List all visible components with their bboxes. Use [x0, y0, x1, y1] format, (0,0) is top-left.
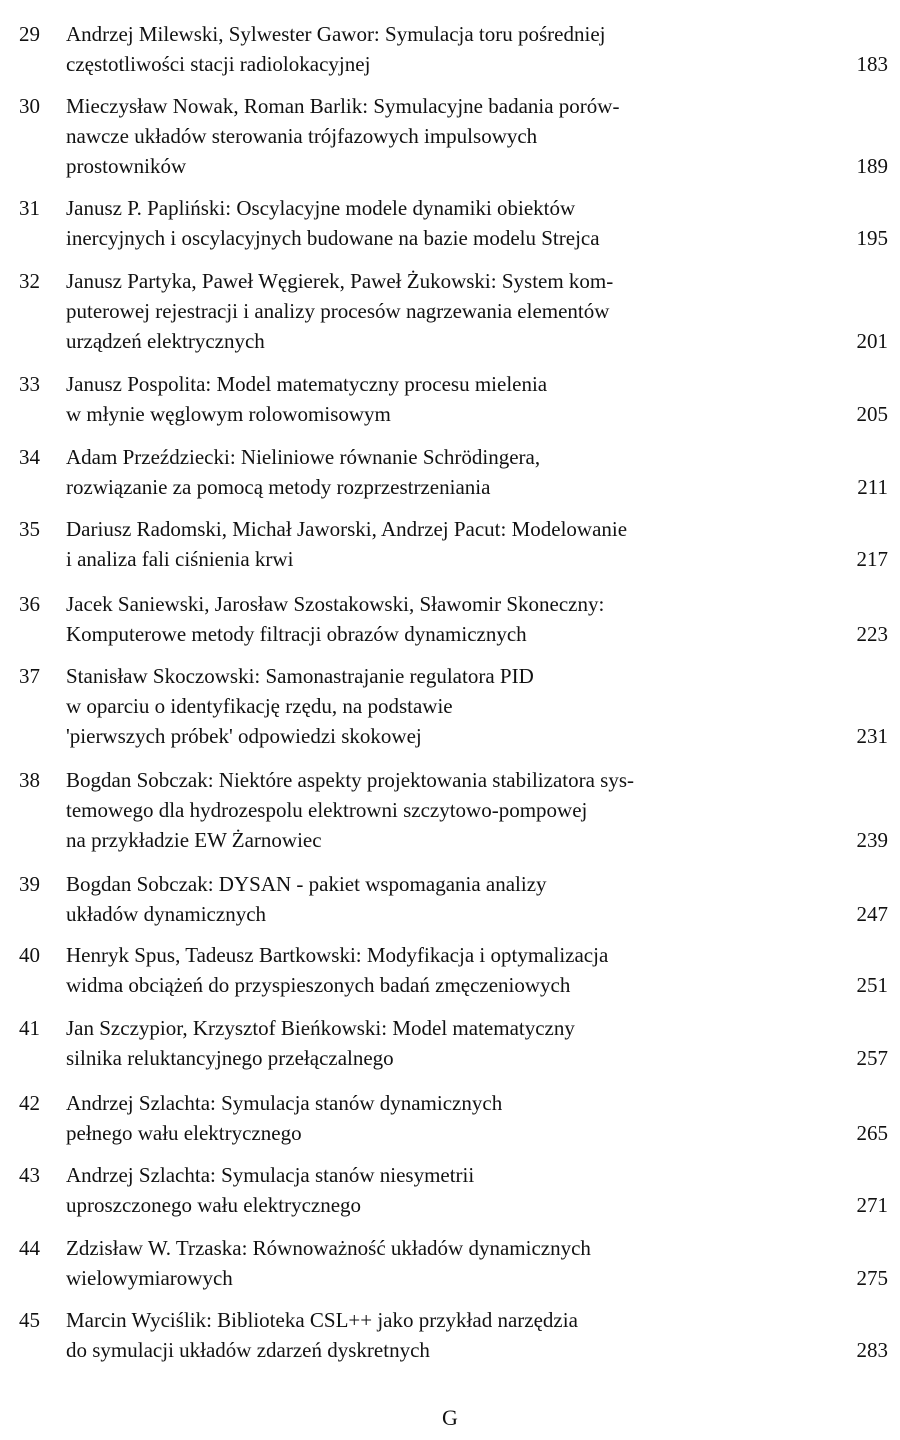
entry-line: urządzeń elektrycznych [66, 329, 265, 353]
entry-line: Zdzisław W. Trzaska: Równoważność układów dynamicznych [66, 1236, 591, 1260]
entry-line: silnika reluktancyjnego przełączalnego [66, 1046, 394, 1070]
toc-entry [0, 869, 900, 929]
entry-page-number: 201 [856, 329, 888, 353]
toc-entry [0, 91, 900, 181]
entry-line: uproszczonego wału elektrycznego [66, 1193, 362, 1217]
entry-line: Marcin Wyciślik: Biblioteka CSL++ jako przykład narzędzia [66, 1308, 578, 1332]
toc-entry [0, 514, 900, 574]
entry-line: Janusz Partyka, Paweł Węgierek, Paweł Żukowski: System kom- [66, 269, 614, 293]
entry-text [66, 1305, 766, 1365]
entry-line: w młynie węglowym rolowomisowym [66, 402, 391, 426]
entry-page-number: 283 [856, 1338, 888, 1362]
entry-number: 31 [19, 196, 40, 220]
entry-number: 42 [19, 1091, 40, 1115]
toc-entry [0, 442, 900, 502]
toc-entry [0, 589, 900, 649]
entry-line: inercyjnych i oscylacyjnych budowane na bazie modelu Strejca [66, 226, 600, 250]
toc-entry [0, 19, 900, 79]
entry-number: 41 [19, 1016, 40, 1040]
entry-text [66, 1088, 766, 1148]
entry-text [66, 369, 766, 429]
entry-number: 40 [19, 943, 40, 967]
entry-text [66, 514, 766, 574]
entry-page-number: 223 [856, 622, 888, 646]
entry-line: pełnego wału elektrycznego [66, 1121, 302, 1145]
entry-line: Komputerowe metody filtracji obrazów dynamicznych [66, 622, 527, 646]
entry-number: 45 [19, 1308, 40, 1332]
entry-line: Andrzej Szlachta: Symulacja stanów dynamicznych [66, 1091, 503, 1115]
entry-number: 44 [19, 1236, 40, 1260]
entry-text [66, 661, 766, 751]
entry-number: 35 [19, 517, 40, 541]
entry-number: 33 [19, 372, 40, 396]
entry-page-number: 265 [856, 1121, 888, 1145]
entry-line: Adam Przeździecki: Nieliniowe równanie Schrödingera, [66, 445, 541, 469]
entry-line: na przykładzie EW Żarnowiec [66, 828, 322, 852]
entry-line: temowego dla hydrozespolu elektrowni szczytowo-pompowej [66, 798, 588, 822]
toc-entry [0, 369, 900, 429]
entry-line: Janusz Pospolita: Model matematyczny procesu mielenia [66, 372, 548, 396]
toc-entry [0, 1088, 900, 1148]
page-footer-label: G [442, 1405, 458, 1430]
entry-text [66, 19, 766, 79]
entry-line: i analiza fali ciśnienia krwi [66, 547, 294, 571]
entry-page-number: 189 [856, 154, 888, 178]
entry-page-number: 257 [856, 1046, 888, 1070]
entry-number: 43 [19, 1163, 40, 1187]
toc-entry [0, 193, 900, 253]
entry-page-number: 239 [856, 828, 888, 852]
entry-line: częstotliwości stacji radiolokacyjnej [66, 52, 371, 76]
entry-line: Dariusz Radomski, Michał Jaworski, Andrzej Pacut: Modelowanie [66, 517, 628, 541]
entry-line: Stanisław Skoczowski: Samonastrajanie regulatora PID [66, 664, 534, 688]
entry-line: widma obciążeń do przyspieszonych badań zmęczeniowych [66, 973, 571, 997]
entry-page-number: 211 [857, 475, 888, 499]
entry-page-number: 195 [856, 226, 888, 250]
entry-line: Bogdan Sobczak: DYSAN - pakiet wspomagania analizy [66, 872, 547, 896]
entry-text [66, 266, 766, 356]
toc-entry [0, 940, 900, 1000]
entry-page-number: 247 [856, 902, 888, 926]
entry-text [66, 869, 766, 929]
entry-line: nawcze układów sterowania trójfazowych impulsowych [66, 124, 538, 148]
entry-number: 30 [19, 94, 40, 118]
entry-number: 37 [19, 664, 40, 688]
entry-line: Bogdan Sobczak: Niektóre aspekty projektowania stabilizatora sys- [66, 768, 635, 792]
entry-number: 36 [19, 592, 40, 616]
entry-text [66, 1233, 766, 1293]
entry-line: Janusz P. Papliński: Oscylacyjne modele dynamiki obiektów [66, 196, 576, 220]
entry-line: puterowej rejestracji i analizy procesów nagrzewania elementów [66, 299, 610, 323]
entry-text [66, 940, 766, 1000]
entry-text [66, 1160, 766, 1220]
entry-text [66, 765, 766, 855]
toc-entry [0, 266, 900, 356]
entry-text [66, 193, 766, 253]
entry-line: do symulacji układów zdarzeń dyskretnych [66, 1338, 430, 1362]
entry-line: Andrzej Milewski, Sylwester Gawor: Symulacja toru pośredniej [66, 22, 606, 46]
entry-page-number: 275 [856, 1266, 888, 1290]
entry-line: rozwiązanie za pomocą metody rozprzestrzeniania [66, 475, 491, 499]
entry-number: 29 [19, 22, 40, 46]
entry-line: Jacek Saniewski, Jarosław Szostakowski, Sławomir Skoneczny: [66, 592, 605, 616]
toc-entry [0, 765, 900, 855]
entry-number: 39 [19, 872, 40, 896]
entry-page-number: 231 [856, 724, 888, 748]
entry-line: 'pierwszych próbek' odpowiedzi skokowej [66, 724, 422, 748]
entry-number: 34 [19, 445, 40, 469]
entry-page-number: 251 [856, 973, 888, 997]
entry-text [66, 442, 766, 502]
toc-entry [0, 661, 900, 751]
entry-line: wielowymiarowych [66, 1266, 233, 1290]
entry-page-number: 217 [856, 547, 888, 571]
entry-text [66, 91, 766, 181]
entry-number: 38 [19, 768, 40, 792]
toc-entry [0, 1013, 900, 1073]
entry-line: Henryk Spus, Tadeusz Bartkowski: Modyfikacja i optymalizacja [66, 943, 609, 967]
entry-page-number: 205 [856, 402, 888, 426]
entry-text [66, 589, 766, 649]
toc-entry [0, 1233, 900, 1293]
entry-line: Mieczysław Nowak, Roman Barlik: Symulacyjne badania porów- [66, 94, 620, 118]
entry-line: układów dynamicznych [66, 902, 267, 926]
entry-line: Jan Szczypior, Krzysztof Bieńkowski: Model matematyczny [66, 1016, 575, 1040]
entry-text [66, 1013, 766, 1073]
toc-entry [0, 1305, 900, 1365]
entry-line: Andrzej Szlachta: Symulacja stanów niesymetrii [66, 1163, 475, 1187]
entry-line: w oparciu o identyfikację rzędu, na podstawie [66, 694, 453, 718]
entry-page-number: 271 [856, 1193, 888, 1217]
entry-number: 32 [19, 269, 40, 293]
entry-line: prostowników [66, 154, 187, 178]
toc-entry [0, 1160, 900, 1220]
entry-page-number: 183 [856, 52, 888, 76]
